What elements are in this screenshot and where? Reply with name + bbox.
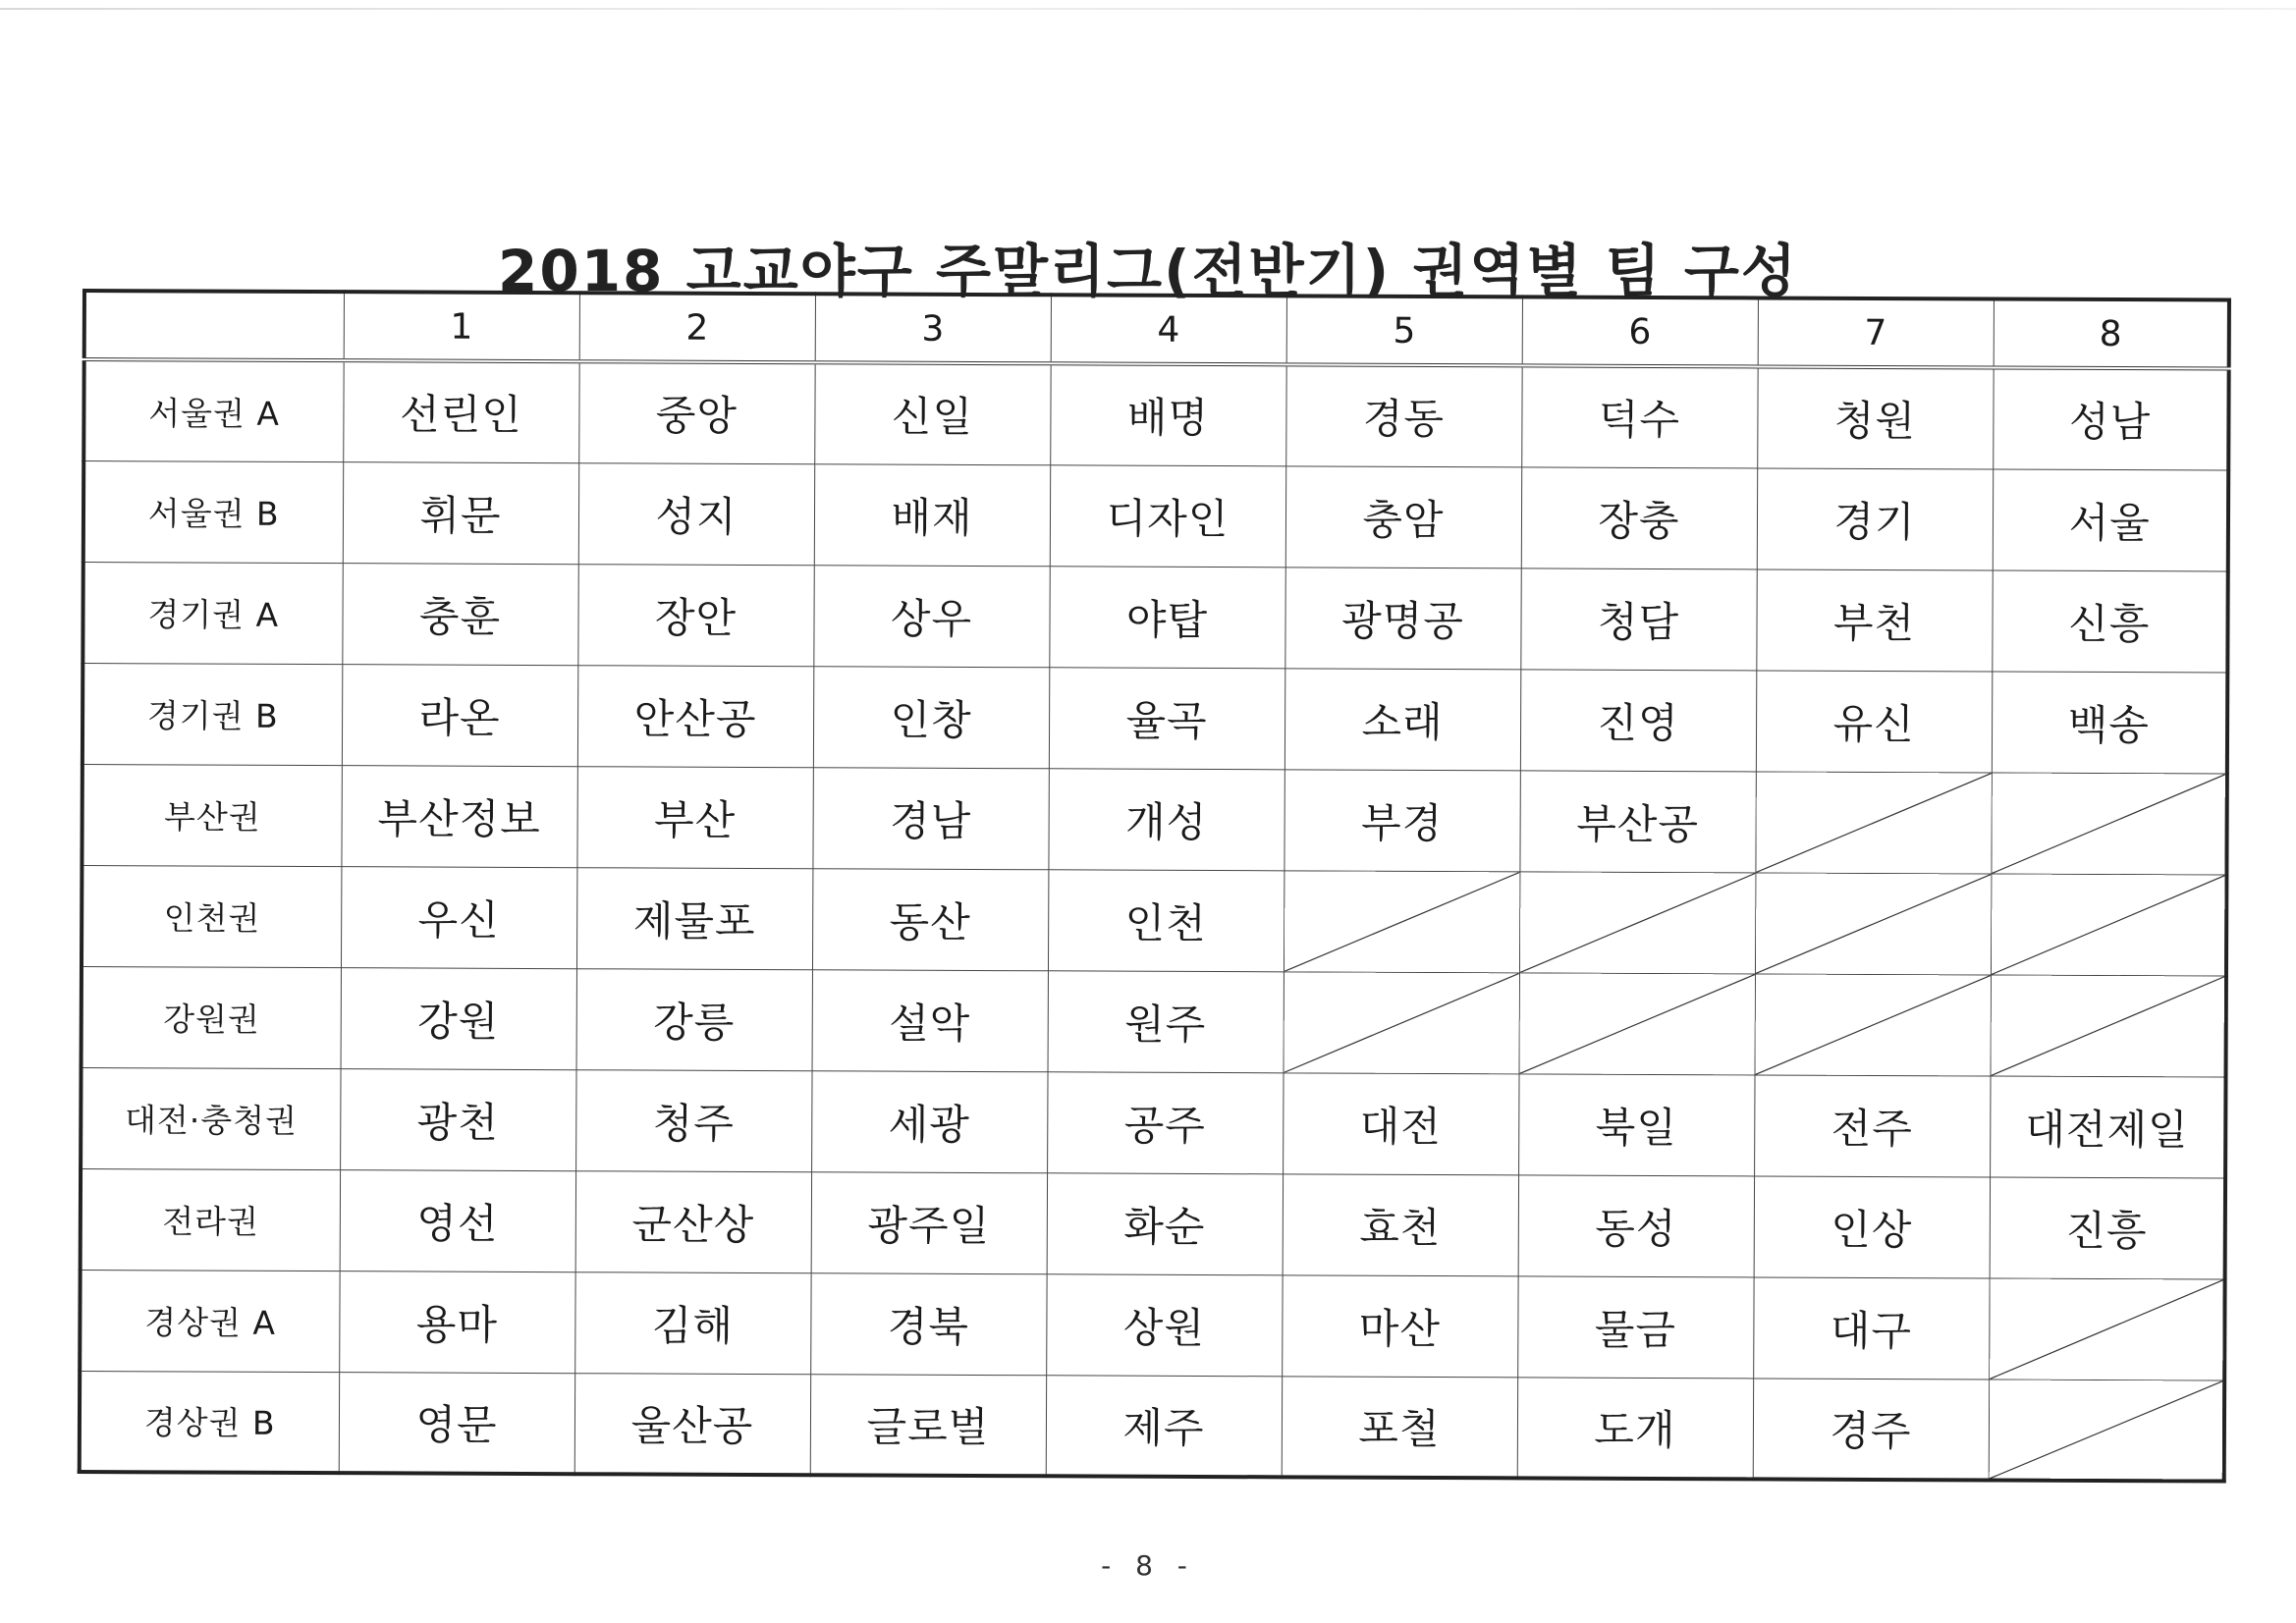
empty-cell	[1284, 971, 1519, 1073]
column-header-5: 5	[1286, 296, 1522, 365]
team-cell: 충암	[1285, 465, 1521, 568]
team-cell: 상우	[813, 565, 1049, 667]
team-cell: 세광	[811, 1070, 1047, 1172]
corner-header-cell	[84, 291, 344, 360]
team-cell: 대전제일	[1990, 1075, 2225, 1177]
region-label: 서울권 B	[83, 460, 343, 563]
diagonal-strike	[1519, 872, 1754, 973]
team-cell: 우신	[341, 866, 576, 968]
diagonal-strike	[1755, 974, 1990, 1075]
team-cell: 진영	[1520, 669, 1756, 771]
team-cell: 신일	[814, 362, 1050, 464]
table-row	[81, 1067, 2225, 1178]
team-cell: 제주	[1046, 1375, 1282, 1477]
column-header-3: 3	[815, 294, 1051, 363]
region-label: 경상권 A	[80, 1270, 339, 1372]
team-cell: 성남	[1993, 367, 2228, 469]
region-label: 대전·충청권	[81, 1067, 340, 1169]
team-cell: 부산	[576, 766, 812, 868]
diagonal-strike	[1991, 975, 2224, 1076]
team-cell: 도개	[1517, 1377, 1753, 1479]
empty-cell	[1991, 974, 2226, 1076]
team-cell: 안산공	[577, 665, 813, 767]
diagonal-strike	[1755, 873, 1990, 974]
page-title: 2018 고교야구 주말리그(전반기) 권역별 팀 구성	[498, 237, 1798, 304]
empty-cell	[1755, 973, 1991, 1075]
team-cell: 청주	[575, 1069, 811, 1171]
region-label: 전라권	[81, 1168, 340, 1271]
team-cell: 동산	[812, 868, 1048, 970]
team-cell: 포철	[1282, 1376, 1517, 1478]
column-header-4: 4	[1051, 295, 1286, 364]
team-cell: 배재	[814, 463, 1050, 566]
team-cell: 유신	[1756, 670, 1992, 772]
diagonal-strike	[1990, 1278, 2223, 1380]
empty-cell	[1519, 871, 1755, 973]
table-row	[81, 1168, 2225, 1279]
region-label: 강원권	[82, 966, 341, 1068]
empty-cell	[1755, 771, 1991, 873]
empty-cell	[1284, 870, 1519, 972]
team-cell: 율곡	[1049, 667, 1285, 769]
team-cell: 설악	[812, 969, 1048, 1071]
team-cell: 북일	[1518, 1073, 1754, 1175]
team-cell: 경북	[810, 1272, 1046, 1375]
empty-cell	[1991, 772, 2226, 874]
column-header-8: 8	[1994, 298, 2229, 368]
empty-cell	[1991, 873, 2226, 975]
team-cell: 군산상	[575, 1170, 811, 1272]
team-cell: 제물포	[576, 867, 812, 969]
column-header-2: 2	[579, 293, 815, 362]
region-label: 인천권	[82, 865, 341, 967]
team-cell: 부산정보	[341, 765, 576, 867]
team-cell: 부산공	[1519, 770, 1755, 872]
team-cell: 전주	[1754, 1074, 1990, 1176]
team-cell: 중앙	[578, 361, 814, 463]
team-cell: 광명공	[1285, 567, 1520, 669]
table-row	[82, 663, 2227, 774]
team-cell: 개성	[1048, 768, 1284, 870]
empty-cell	[1989, 1277, 2224, 1380]
team-cell: 청담	[1520, 568, 1756, 670]
team-cell: 장안	[577, 564, 813, 666]
team-cell: 경기	[1757, 467, 1993, 569]
team-cell: 용마	[339, 1271, 574, 1373]
team-cell: 물금	[1517, 1275, 1753, 1378]
table-row	[80, 1371, 2224, 1482]
team-table	[78, 289, 2231, 1484]
team-cell: 라온	[342, 664, 577, 766]
diagonal-strike	[1989, 1380, 2222, 1480]
table-row	[82, 562, 2227, 673]
empty-cell	[1519, 972, 1755, 1074]
team-cell: 충훈	[342, 563, 577, 665]
team-cell: 인창	[813, 666, 1049, 768]
team-cell: 성지	[578, 462, 814, 565]
team-cell: 신흥	[1992, 569, 2227, 672]
team-cell: 배명	[1050, 363, 1285, 465]
team-cell: 원주	[1048, 970, 1284, 1072]
table-row	[82, 764, 2226, 875]
team-cell: 덕수	[1521, 365, 1757, 467]
column-header-7: 7	[1758, 298, 1994, 367]
diagonal-strike	[1284, 871, 1518, 972]
table-row	[80, 1270, 2224, 1380]
table-header	[84, 291, 2229, 369]
team-cell: 영문	[339, 1372, 574, 1474]
team-cell: 광천	[340, 1068, 575, 1170]
team-cell: 울산공	[574, 1373, 810, 1475]
region-label: 경기권 A	[82, 562, 342, 664]
team-cell: 대구	[1753, 1276, 1989, 1379]
team-cell: 인천	[1048, 869, 1284, 971]
team-cell: 화순	[1047, 1172, 1283, 1274]
team-cell: 디자인	[1050, 464, 1285, 567]
region-label: 부산권	[82, 764, 341, 866]
diagonal-strike	[1992, 773, 2225, 874]
team-cell: 광주일	[811, 1171, 1047, 1273]
team-cell: 강릉	[576, 968, 812, 1070]
team-cell: 김해	[574, 1271, 810, 1374]
team-cell: 상원	[1046, 1273, 1282, 1376]
region-label: 경상권 B	[80, 1371, 339, 1473]
table-row	[82, 966, 2226, 1077]
team-cell: 영선	[340, 1169, 575, 1271]
table-row	[83, 460, 2228, 571]
team-cell: 효천	[1283, 1173, 1518, 1275]
diagonal-strike	[1991, 874, 2224, 975]
table-body	[80, 359, 2229, 1482]
column-header-6: 6	[1522, 297, 1758, 366]
header-row	[84, 291, 2229, 369]
team-cell: 진흥	[1990, 1176, 2225, 1278]
team-cell: 서울	[1993, 468, 2228, 570]
team-cell: 장충	[1521, 466, 1757, 568]
page-number: - 8 -	[1101, 1549, 1195, 1582]
team-cell: 경주	[1753, 1378, 1989, 1480]
team-table-container	[78, 289, 2229, 1483]
team-cell: 경동	[1285, 364, 1521, 466]
table-row	[83, 359, 2228, 470]
diagonal-strike	[1284, 972, 1518, 1073]
team-cell: 대전	[1283, 1072, 1518, 1174]
empty-cell	[1755, 872, 1991, 974]
team-cell: 부경	[1284, 769, 1519, 871]
team-cell: 강원	[341, 967, 576, 1069]
team-cell: 동성	[1518, 1174, 1754, 1276]
team-cell: 인상	[1754, 1175, 1990, 1277]
team-cell: 백송	[1992, 671, 2227, 773]
team-cell: 글로벌	[810, 1374, 1046, 1476]
team-cell: 경남	[812, 767, 1048, 869]
team-cell: 마산	[1282, 1274, 1517, 1377]
team-cell: 휘문	[343, 461, 578, 564]
table-row	[82, 865, 2226, 976]
team-cell: 선린인	[343, 360, 578, 462]
team-cell: 소래	[1285, 668, 1520, 770]
empty-cell	[1989, 1379, 2224, 1481]
region-label: 서울권 A	[83, 359, 343, 461]
team-cell: 청원	[1757, 366, 1993, 468]
column-header-1: 1	[344, 292, 579, 361]
team-cell: 공주	[1047, 1071, 1283, 1173]
team-cell: 야탑	[1049, 566, 1285, 668]
diagonal-strike	[1519, 973, 1754, 1074]
team-cell: 부천	[1756, 568, 1992, 671]
diagonal-strike	[1756, 772, 1991, 873]
scan-edge-line	[0, 8, 2296, 10]
region-label: 경기권 B	[82, 663, 342, 765]
